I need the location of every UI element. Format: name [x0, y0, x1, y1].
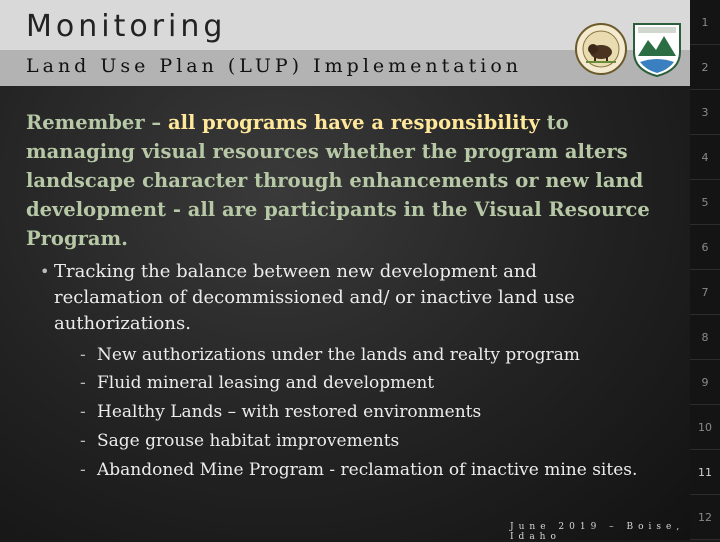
slide-tab-4[interactable]: 4: [690, 135, 720, 180]
sub-bullet-text: Abandoned Mine Program - reclamation of inactive mine sites.: [97, 460, 638, 480]
bullet-marker: •: [40, 262, 50, 281]
callout-statement: [26, 108, 676, 253]
sub-bullet-text: Fluid mineral leasing and development: [97, 373, 435, 393]
slide-tab-rail: [690, 0, 720, 540]
sub-bullet-text: New authorizations under the lands and realty program: [97, 345, 580, 365]
callout-highlight: all programs have a responsibility: [167, 111, 540, 134]
slide-tab-8[interactable]: 8: [690, 315, 720, 360]
slide-tab-3[interactable]: 3: [690, 90, 720, 135]
callout-lead: Remember –: [26, 111, 168, 134]
slide-subtitle: Land Use Plan (LUP) Implementation: [26, 55, 522, 77]
sub-bullet-text: Sage grouse habitat improvements: [97, 431, 400, 451]
slide-tab-10[interactable]: 10: [690, 405, 720, 450]
department-seal-logo: [574, 22, 628, 76]
slide-tab-5[interactable]: 5: [690, 180, 720, 225]
footer-text: June 2019 – Boise, Idaho: [510, 522, 685, 542]
slide-tab-2[interactable]: 2: [690, 45, 720, 90]
sub-bullet-text: Healthy Lands – with restored environments: [97, 402, 482, 422]
dash-marker: -: [80, 460, 86, 480]
dash-marker: -: [80, 431, 86, 451]
main-bullet-text: Tracking the balance between new development and reclamation of decommissioned and/ or inactive land use authorizations.: [54, 261, 575, 334]
slide-title: Monitoring: [26, 9, 227, 44]
dash-marker: -: [80, 402, 86, 422]
main-bullet: [40, 259, 624, 337]
slide-tab-6[interactable]: 6: [690, 225, 720, 270]
callout-rest: to managing visual resources whether the program alters landscape character through enhancements or new land development - all are participants in the Visual Resource Program.: [26, 111, 650, 250]
blm-logo: [632, 22, 682, 78]
slide-tab-12[interactable]: 12: [690, 495, 720, 540]
slide-tab-11[interactable]: 11: [690, 450, 720, 495]
slide-tab-1[interactable]: 1: [690, 0, 720, 45]
dash-marker: -: [80, 345, 86, 365]
dash-marker: -: [80, 373, 86, 393]
slide-tab-7[interactable]: 7: [690, 270, 720, 315]
slide-tab-9[interactable]: 9: [690, 360, 720, 405]
